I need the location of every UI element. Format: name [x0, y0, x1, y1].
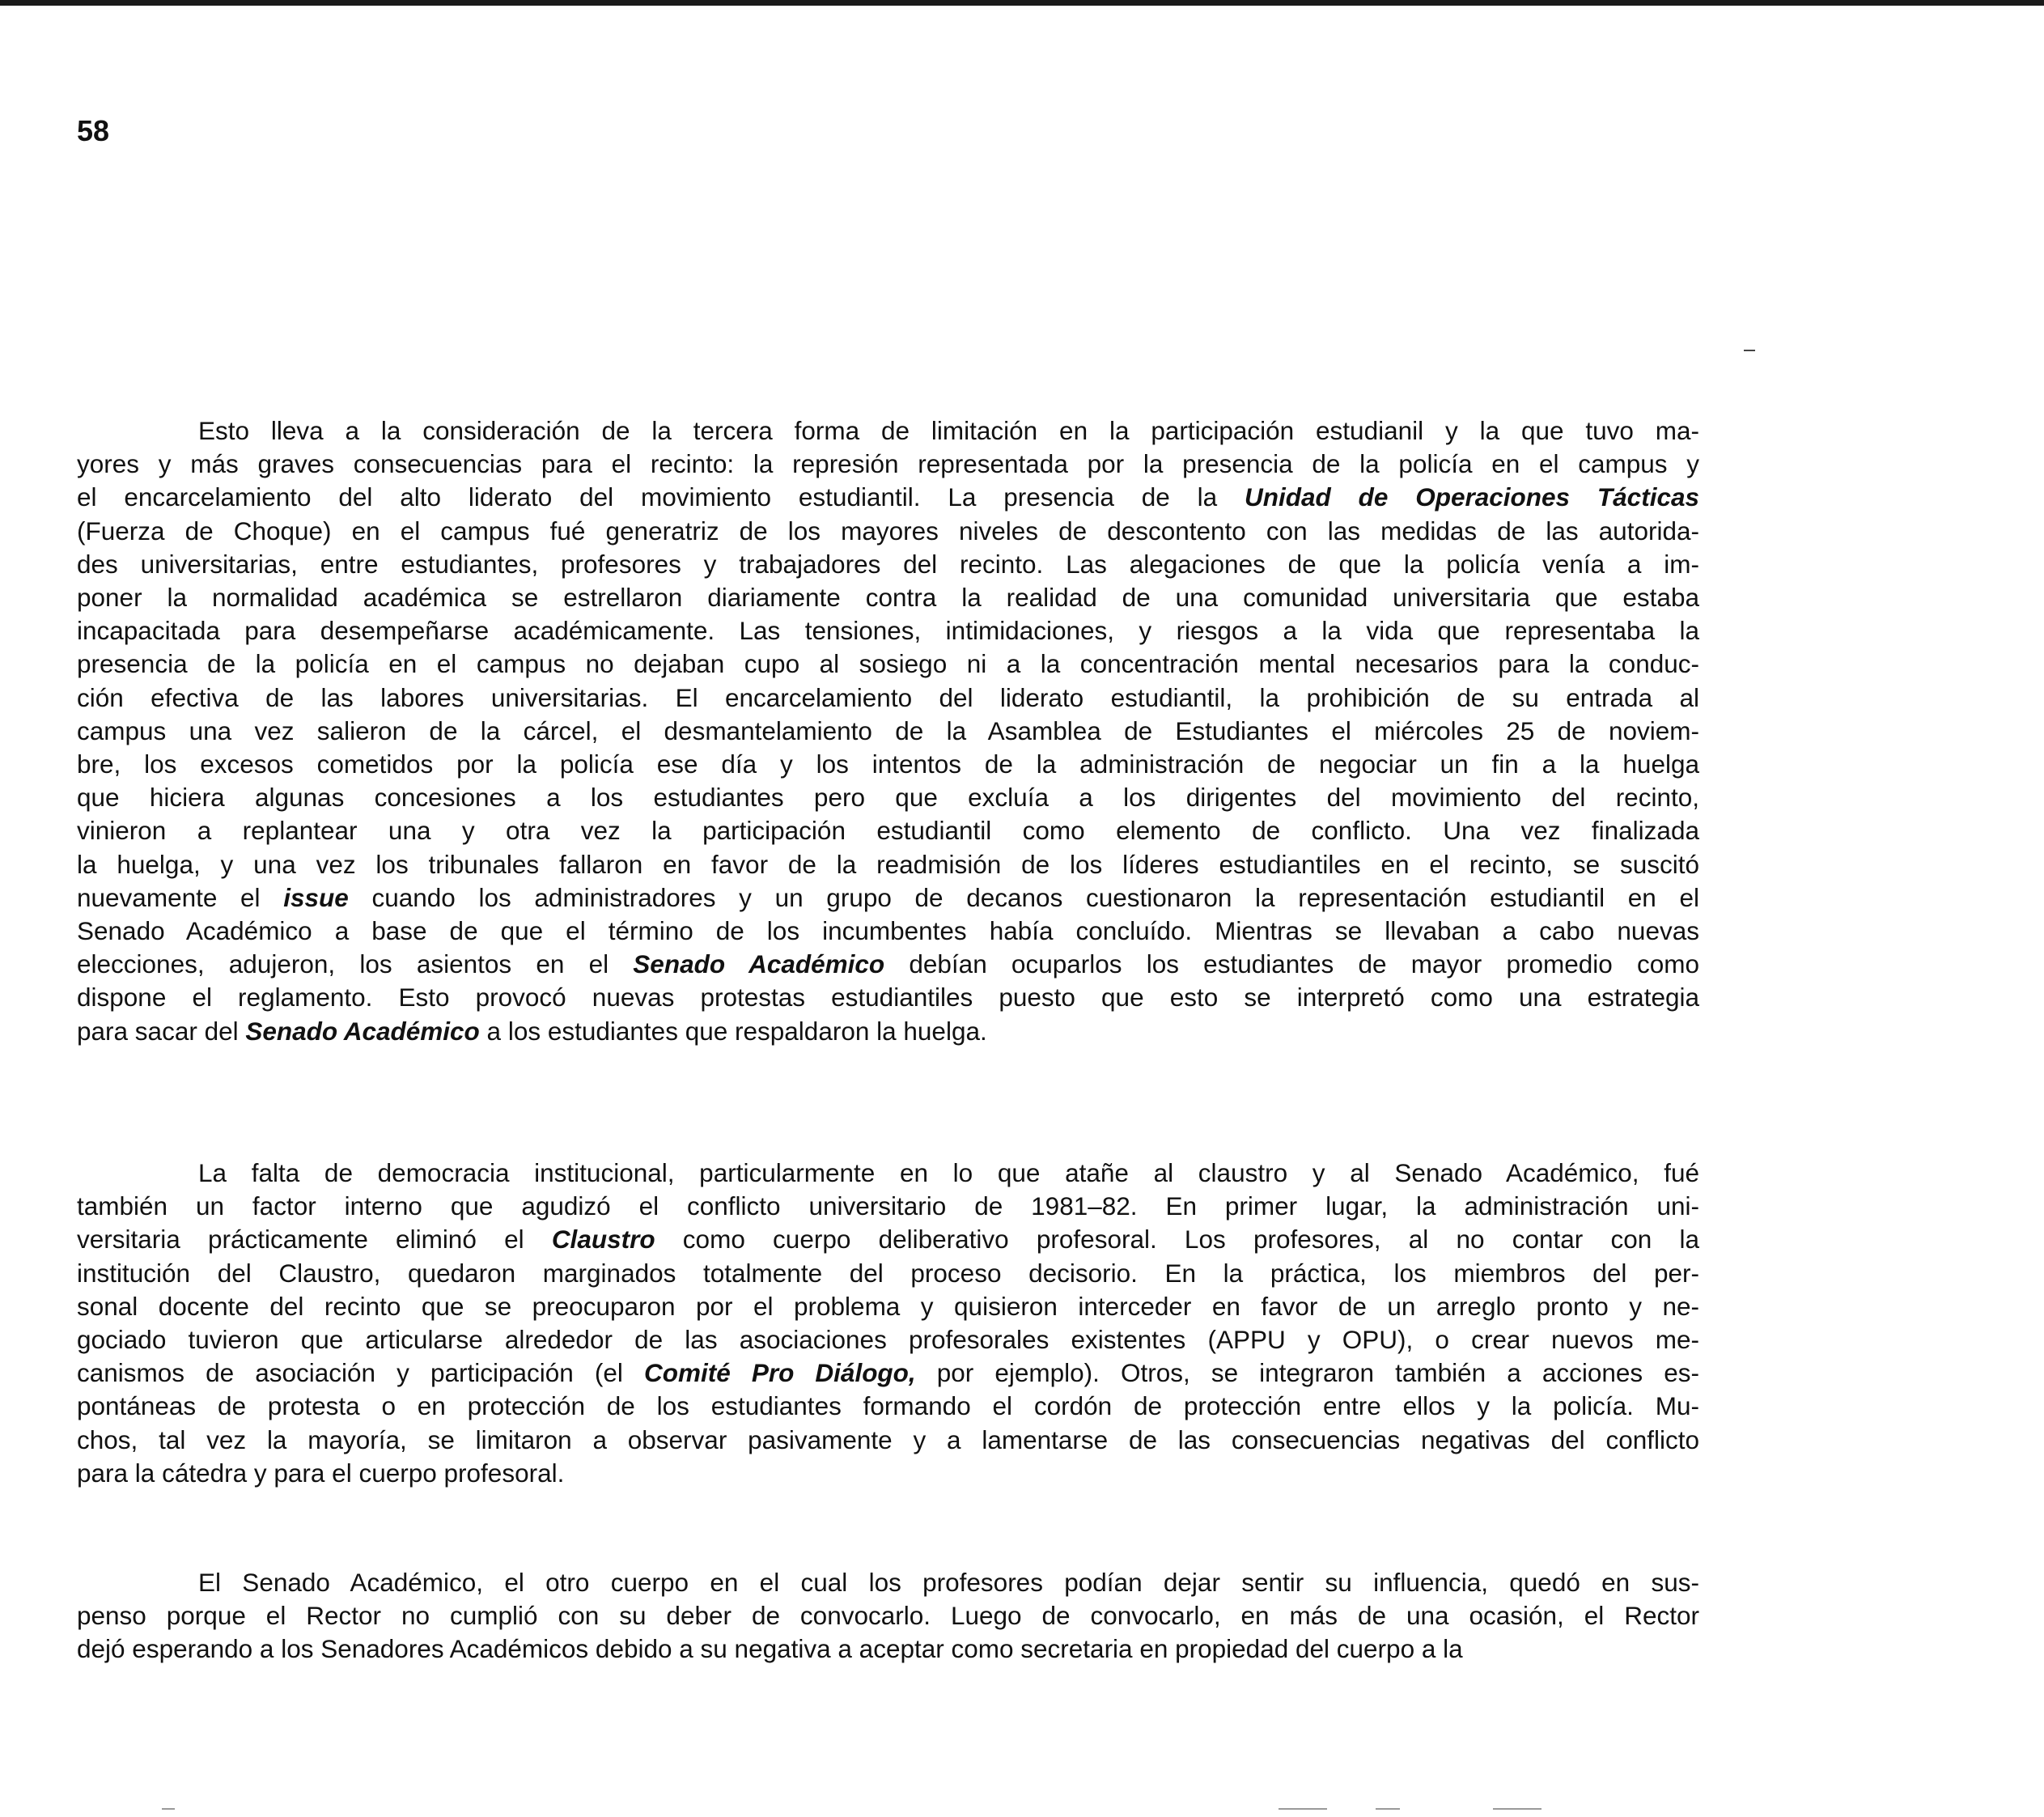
- emphasized-term: Unidad de Operaciones Tácticas: [1245, 482, 1699, 512]
- text-line: [77, 448, 1699, 481]
- text-segment: El Senado Académico, el otro cuerpo en el cual los profesores podían dejar sentir su influencia, quedó en sus-: [198, 1568, 1699, 1597]
- text-line: [77, 1190, 1699, 1223]
- paragraph-3: [77, 1566, 1699, 1666]
- text-line: [77, 748, 1699, 781]
- emphasized-term: Senado Académico: [245, 1016, 480, 1046]
- text-line: [77, 781, 1699, 814]
- scan-bottom-noise-3: [1376, 1808, 1400, 1810]
- text-segment: bre, los excesos cometidos por la policía ese día y los intentos de la administración de negociar un fin a la huelga: [77, 749, 1699, 779]
- text-line: [77, 814, 1699, 847]
- text-segment: chos, tal vez la mayoría, se limitaron a observar pasivamente y a lamentarse de las consecuencias negativas del conflicto: [77, 1424, 1699, 1454]
- text-segment: ción efectiva de las labores universitarias. El encarcelamiento del liderato estudiantil, la prohibición de su entrada al: [77, 682, 1699, 712]
- text-segment: sonal docente del recinto que se preocuparon por el problema y quisieron interceder en favor de un arreglo pronto y ne-: [77, 1291, 1699, 1321]
- text-segment: para sacar del: [77, 1016, 246, 1046]
- scan-bottom-noise-2: [1279, 1808, 1327, 1810]
- text-segment: institución del Claustro, quedaron marginados totalmente del proceso decisorio. En la práctica, los miembros del per-: [77, 1258, 1699, 1288]
- text-line: [77, 614, 1699, 647]
- text-segment: campus una vez salieron de la cárcel, el desmantelamiento de la Asamblea de Estudiantes el miércoles 25 de noviem-: [77, 715, 1699, 745]
- text-segment: pontáneas de protesta o en protección de los estudiantes formando el cordón de protección entre ellos y la policía. Mu-: [77, 1391, 1699, 1421]
- scan-bottom-noise-1: [162, 1808, 175, 1810]
- text-segment: canismos de asociación y participación (el: [77, 1358, 644, 1388]
- text-segment: el encarcelamiento del alto liderato del movimiento estudiantil. La presencia de la: [77, 482, 1245, 512]
- text-line: [77, 647, 1699, 681]
- page-number: 58: [77, 114, 110, 147]
- text-line: [77, 414, 1699, 448]
- text-line: [77, 948, 1699, 981]
- text-line: [77, 1356, 1699, 1390]
- text-segment: la huelga, y una vez los tribunales fallaron en favor de la readmisión de los líderes estudiantiles en el recinto, se suscitó: [77, 849, 1699, 879]
- text-segment: Senado Académico a base de que el término de los incumbentes había concluído. Mientras se llevaban a cabo nuevas: [77, 916, 1699, 946]
- text-segment: a los estudiantes que respaldaron la huelga.: [479, 1016, 987, 1046]
- text-segment: nuevamente el: [77, 882, 284, 912]
- text-segment: también un factor interno que agudizó el conflicto universitario de 1981–82. En primer lugar, la administración uni-: [77, 1191, 1699, 1221]
- text-segment: debían ocuparlos los estudiantes de mayor promedio como: [884, 949, 1699, 979]
- text-line: [77, 1323, 1699, 1356]
- text-segment: Esto lleva a la consideración de la tercera forma de limitación en la participación estudianil y la que tuvo ma-: [198, 416, 1699, 445]
- emphasized-term: Claustro: [551, 1225, 655, 1254]
- emphasized-term: Comité Pro Diálogo,: [644, 1358, 916, 1388]
- text-segment: gociado tuvieron que articularse alrededor de las asociaciones profesorales existentes (APPU y OPU), o crear nuevos me-: [77, 1325, 1699, 1355]
- text-line: [77, 515, 1699, 548]
- scan-artifact-mark: [1744, 350, 1755, 351]
- text-line: [77, 1390, 1699, 1423]
- text-line: [77, 881, 1699, 915]
- text-segment: para la cátedra y para el cuerpo profesoral.: [77, 1458, 565, 1488]
- text-segment: por ejemplo). Otros, se integraron también a acciones es-: [915, 1358, 1699, 1388]
- text-line: [77, 1257, 1699, 1290]
- text-segment: La falta de democracia institucional, particularmente en lo que atañe al claustro y al Senado Académico, fué: [198, 1158, 1699, 1187]
- text-segment: des universitarias, entre estudiantes, profesores y trabajadores del recinto. Las alegaciones de que la policía venía a im-: [77, 549, 1699, 579]
- text-line: [77, 1566, 1699, 1599]
- text-line: [77, 848, 1699, 881]
- text-segment: versitaria prácticamente eliminó el: [77, 1225, 552, 1254]
- scan-bottom-noise-4: [1493, 1808, 1541, 1810]
- text-segment: (Fuerza de Choque) en el campus fué generatriz de los mayores niveles de descontento con las medidas de las autorida-: [77, 516, 1699, 546]
- text-segment: vinieron a replantear una y otra vez la participación estudiantil como elemento de conflicto. Una vez finalizada: [77, 816, 1699, 846]
- scan-top-edge: [0, 0, 2044, 6]
- text-line: [77, 1223, 1699, 1256]
- text-segment: poner la normalidad académica se estrellaron diariamente contra la realidad de una comunidad universitaria que estaba: [77, 583, 1699, 613]
- text-segment: elecciones, adujeron, los asientos en el: [77, 949, 634, 979]
- paragraph-1: [77, 414, 1699, 1048]
- text-line: [77, 915, 1699, 948]
- text-line: [77, 1599, 1699, 1632]
- emphasized-term: Senado Académico: [633, 949, 885, 979]
- text-line: [77, 1290, 1699, 1323]
- text-line: [77, 1157, 1699, 1190]
- text-segment: presencia de la policía en el campus no dejaban cupo al sosiego ni a la concentración mental necesarios para la conduc-: [77, 649, 1699, 679]
- text-line: [77, 1632, 1699, 1666]
- text-line: [77, 1015, 1699, 1048]
- text-line: [77, 1424, 1699, 1457]
- text-segment: que hiciera algunas concesiones a los estudiantes pero que excluía a los dirigentes del movimiento del recinto,: [77, 783, 1699, 813]
- text-line: [77, 481, 1699, 514]
- text-line: [77, 681, 1699, 715]
- text-segment: cuando los administradores y un grupo de decanos cuestionaron la representación estudiantil en el: [348, 882, 1699, 912]
- text-segment: incapacitada para desempeñarse académicamente. Las tensiones, intimidaciones, y riesgos a la vida que representaba la: [77, 616, 1699, 646]
- paragraph-2: [77, 1157, 1699, 1490]
- text-segment: yores y más graves consecuencias para el recinto: la represión representada por la presencia de la policía en el campus y: [77, 449, 1699, 479]
- text-line: [77, 1457, 1699, 1490]
- text-line: [77, 715, 1699, 748]
- text-line: [77, 548, 1699, 581]
- text-line: [77, 981, 1699, 1014]
- text-segment: penso porque el Rector no cumplió con su deber de convocarlo. Luego de convocarlo, en más de una ocasión, el Rector: [77, 1601, 1699, 1631]
- text-segment: dispone el reglamento. Esto provocó nuevas protestas estudiantiles puesto que esto se interpretó como una estrategia: [77, 983, 1699, 1013]
- text-line: [77, 581, 1699, 614]
- text-segment: dejó esperando a los Senadores Académicos debido a su negativa a aceptar como secretaria en propiedad del cuerpo a la: [77, 1634, 1463, 1664]
- emphasized-term: issue: [283, 882, 349, 912]
- text-segment: como cuerpo deliberativo profesoral. Los profesores, al no contar con la: [655, 1225, 1699, 1254]
